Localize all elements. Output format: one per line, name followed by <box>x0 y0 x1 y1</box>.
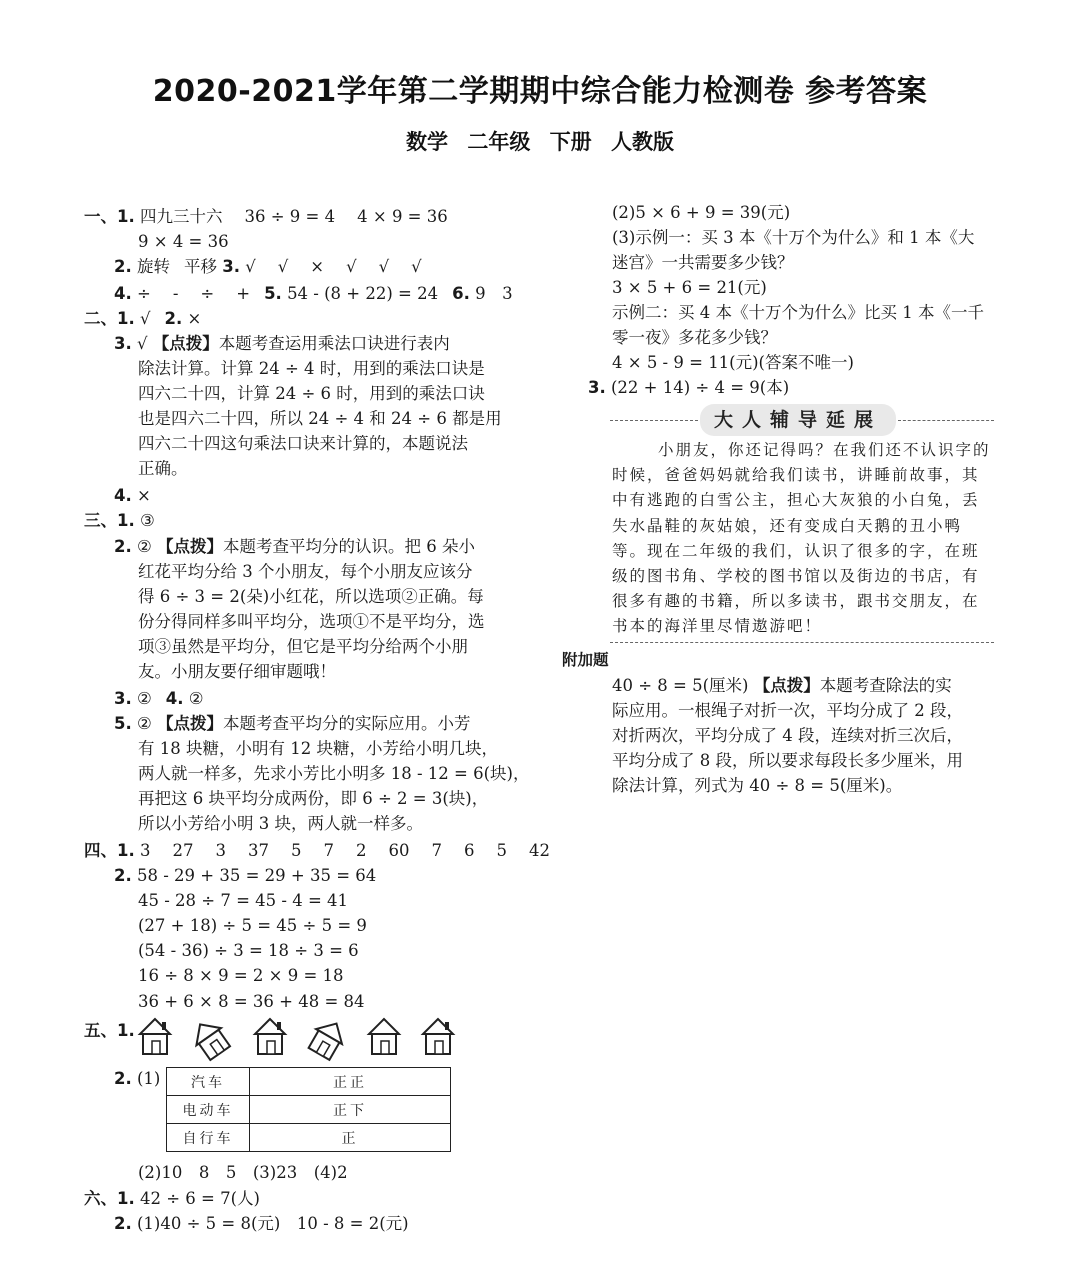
check-mark: √ <box>140 309 151 328</box>
q-num: 1. <box>117 207 135 226</box>
equation: 4 × 9 = 36 <box>357 207 448 226</box>
q-num: 2. <box>114 537 132 556</box>
house-upright-icon <box>252 1016 288 1058</box>
equation: (54 - 36) ÷ 3 = 18 ÷ 3 = 6 <box>138 941 359 960</box>
explanation-line: 际应用。一根绳子对折一次，平均分成了 2 段， <box>612 701 963 720</box>
hint-tag: 【点拨】 <box>152 334 219 353</box>
explanation-line: 红花平均分给 3 个小朋友，每个小朋友应该分 <box>138 562 473 581</box>
explanation-line: 四六二十四，计算 24 ÷ 6 时，用到的乘法口诀 <box>138 384 485 403</box>
page-subtitle <box>0 126 1080 156</box>
explanation-line: 也是四六二十四，所以 24 ÷ 4 和 24 ÷ 6 都是用 <box>138 409 502 428</box>
value: 3 <box>215 841 226 860</box>
s1-q1 <box>84 204 448 229</box>
equation: 16 ÷ 8 × 9 = 2 × 9 = 18 <box>138 966 344 985</box>
explanation-line: 本题考查运用乘法口诀进行表内 <box>218 334 450 353</box>
check-mark: √ <box>137 334 148 353</box>
cross-mark: × <box>187 309 202 328</box>
section-1-mark: 一、 <box>84 207 117 226</box>
explanation-line: 正确。 <box>138 459 188 478</box>
value: 3 <box>140 841 151 860</box>
bonus-first-line <box>612 673 952 698</box>
value: 60 <box>388 841 410 860</box>
s3-q1 <box>84 508 155 533</box>
s3-q5 <box>114 711 471 736</box>
answer-text: (2)10 8 5 (3)23 (4)2 <box>138 1163 348 1182</box>
q-num: 2. <box>114 866 132 885</box>
answer-text: 旋转 <box>137 257 170 276</box>
cross-mark: × <box>310 257 325 276</box>
equation: 36 + 6 × 8 = 36 + 48 = 84 <box>138 992 365 1011</box>
q-num: 1. <box>117 309 135 328</box>
equation: (22 + 14) ÷ 4 = 9(本) <box>611 378 790 397</box>
house-upright-icon <box>366 1016 402 1058</box>
paragraph-text: 小朋友，你还记得吗？在我们还不认识字的时候，爸爸妈妈就给我们读书，讲睡前故事，其中有逃跑的白雪公主，担心大灰狼的小白兔，丢失水晶鞋的灰姑娘，还有变成白天鹅的丑小鸭等。现在二年级的我们，认识了很多的字，在班级的图书角、学校的图书馆以及街边的书店，有很多有趣的书籍，所以多读书，跟书交朋友，在书本的海洋里尽情遨游吧！ <box>612 441 991 636</box>
q-num: 1. <box>117 841 135 860</box>
answer-text: ② <box>188 689 204 708</box>
subject: 数学 <box>406 130 449 154</box>
explanation-line: 有 18 块糖，小明有 12 块糖，小芳给小明几块， <box>138 739 498 758</box>
s1-q4-q6 <box>114 281 513 306</box>
table-cell-label: 汽车 <box>167 1068 250 1096</box>
explanation-line: 除法计算。计算 24 ÷ 4 时，用到的乘法口诀是 <box>138 359 485 378</box>
q-num: 1. <box>117 1189 135 1208</box>
explanation-line: 得 6 ÷ 3 = 2(朵)小红花，所以选项②正确。每 <box>138 587 484 606</box>
section-banner: 大人辅导延展 <box>700 404 896 436</box>
table-row <box>167 1124 451 1152</box>
explanation-line: 份分得同样多叫平均分，选项①不是平均分，选 <box>138 612 485 631</box>
s6-q2 <box>114 1211 409 1236</box>
hint-tag: 【点拨】 <box>753 676 820 695</box>
value: 37 <box>248 841 269 860</box>
section-6-mark: 六、 <box>84 1189 117 1208</box>
explanation-line: 再把这 6 块平均分成两份，即 6 ÷ 2 = 3(块)， <box>138 789 489 808</box>
explanation-line: 两人就一样多，先求小芳比小明多 18 - 12 = 6(块)， <box>138 764 530 783</box>
answer-line: 零一夜》多花多少钱？ <box>612 328 777 347</box>
s4-q1 <box>84 838 550 863</box>
q-num: 1. <box>117 1021 135 1040</box>
explanation-line: 所以小芳给小明 3 块，两人就一样多。 <box>138 814 423 833</box>
answer-text: ③ <box>140 511 155 530</box>
explanation-line: 平均分成了 8 段，所以要求每段长多少厘米，用 <box>612 751 963 770</box>
house-tilted-right-icon <box>302 1016 352 1062</box>
answer-line: (2)5 × 6 + 9 = 39(元) <box>612 203 791 222</box>
grade: 二年级 <box>467 130 531 154</box>
s2-q1-q2 <box>84 306 201 331</box>
answer-text: 平移 <box>184 257 217 276</box>
equation: 45 - 28 ÷ 7 = 45 - 4 = 41 <box>138 891 349 910</box>
check-mark: √ <box>378 257 390 276</box>
answer-text: ② <box>137 689 152 708</box>
banner-dash-right <box>898 420 994 421</box>
equation: 9 × 4 = 36 <box>138 232 229 251</box>
divider <box>610 642 994 643</box>
q-num: 4. <box>114 486 132 505</box>
answer-line: 4 × 5 - 9 = 11(元)(答案不唯一) <box>612 353 854 372</box>
s2-q3 <box>114 331 450 356</box>
hint-tag: 【点拨】 <box>157 714 224 733</box>
house-upright-icon <box>420 1016 456 1058</box>
tally-table <box>166 1067 451 1152</box>
s2-q4 <box>114 483 151 508</box>
q-num: 3. <box>222 257 240 276</box>
value: 5 <box>291 841 302 860</box>
value: 6 <box>464 841 475 860</box>
q-num: 2. <box>114 257 132 276</box>
answer-line: 3 × 5 + 6 = 21(元) <box>612 278 767 297</box>
s6-q1 <box>84 1186 260 1211</box>
q-num: 1. <box>117 511 135 530</box>
table-cell-label: 电动车 <box>167 1096 250 1124</box>
s3-q3-q4 <box>114 686 204 711</box>
value: 5 <box>496 841 507 860</box>
table-row <box>167 1096 451 1124</box>
explanation-line: 项③虽然是平均分，但它是平均分给两个小朋 <box>138 637 468 656</box>
answer-line: 示例二：买 4 本《十万个为什么》比买 1 本《一千 <box>612 303 984 322</box>
q-num: 3. <box>114 334 132 353</box>
check-mark: √ <box>411 257 422 276</box>
explanation-line: 友。小朋友要仔细审题哦！ <box>138 662 336 681</box>
q-num: 3. <box>114 689 132 708</box>
q-num: 4. <box>114 284 132 303</box>
value: 7 <box>431 841 442 860</box>
answer-line: (3)示例一：买 3 本《十万个为什么》和 1 本《大 <box>612 228 975 247</box>
q-num: 2. <box>114 1214 132 1233</box>
explanation-line: 本题考查平均分的认识。把 6 朵小 <box>223 537 476 556</box>
value: 2 <box>356 841 367 860</box>
equation: 36 ÷ 9 = 4 <box>244 207 336 226</box>
answer-text: ② <box>137 537 152 556</box>
house-upright-icon <box>137 1016 173 1058</box>
page-title: 2020-2021学年第二学期期中综合能力检测卷 参考答案 <box>152 74 928 109</box>
hint-tag: 【点拨】 <box>157 537 224 556</box>
volume: 下册 <box>549 130 592 154</box>
explanation-line: 对折两次，平均分成了 4 段，连续对折三次后， <box>612 726 963 745</box>
cross-mark: × <box>137 486 151 505</box>
operator: ÷ <box>200 284 215 303</box>
q-num: 4. <box>165 689 184 708</box>
answer-text: 9 3 <box>475 284 513 303</box>
operator: ÷ <box>137 284 151 303</box>
table-cell-tally: 正下 <box>250 1096 451 1124</box>
q-num: 2. <box>114 1069 132 1088</box>
answer-line: 迷宫》一共需要多少钱？ <box>612 253 794 272</box>
q-num: 5. <box>114 714 132 733</box>
section-3-mark: 三、 <box>84 511 117 530</box>
table-cell-tally: 正正 <box>250 1068 451 1096</box>
explanation-line: 本题考查平均分的实际应用。小芳 <box>223 714 471 733</box>
operator: + <box>236 284 251 303</box>
q-num: 2. <box>164 309 183 328</box>
section-5-mark: 五、 <box>84 1021 117 1040</box>
check-mark: √ <box>245 257 256 276</box>
s3-q2 <box>114 534 475 559</box>
q-num: 3. <box>588 378 606 397</box>
guidance-paragraph <box>612 438 992 640</box>
banner-dash-left <box>610 420 698 421</box>
explanation-line: 本题考查除法的实 <box>819 676 952 695</box>
answer-text: 四九三十六 <box>140 207 223 226</box>
q-num: 5. <box>264 284 282 303</box>
value: 42 <box>529 841 550 860</box>
table-cell-tally: 正 <box>250 1124 451 1152</box>
q-num: 6. <box>452 284 470 303</box>
s1-q2-q3 <box>114 254 422 279</box>
equation: 54 - (8 + 22) = 24 <box>287 284 439 303</box>
explanation-line: 除法计算，列式为 40 ÷ 8 = 5(厘米)。 <box>612 776 903 795</box>
edition: 人教版 <box>610 130 674 154</box>
bonus-heading: 附加题 <box>562 651 609 669</box>
equation: 58 - 29 + 35 = 29 + 35 = 64 <box>137 866 377 885</box>
s5-q1 <box>84 1018 135 1043</box>
equation: (1)40 ÷ 5 = 8(元) 10 - 8 = 2(元) <box>137 1214 409 1233</box>
check-mark: √ <box>346 257 357 276</box>
house-tilted-left-icon <box>186 1016 236 1062</box>
answer-text: ② <box>137 714 152 733</box>
equation: 40 ÷ 8 = 5(厘米) <box>612 676 749 695</box>
r-q3 <box>588 375 789 400</box>
table-row <box>167 1068 451 1096</box>
section-2-mark: 二、 <box>84 309 117 328</box>
section-4-mark: 四、 <box>84 841 117 860</box>
sub-question: (1) <box>137 1069 161 1088</box>
check-mark: √ <box>277 257 289 276</box>
explanation-line: 四六二十四这句乘法口诀来计算的，本题说法 <box>138 434 468 453</box>
s5-q2 <box>114 1066 160 1091</box>
equation: (27 + 18) ÷ 5 = 45 ÷ 5 = 9 <box>138 916 367 935</box>
value: 7 <box>323 841 334 860</box>
table-cell-label: 自行车 <box>167 1124 250 1152</box>
operator: - <box>172 284 179 303</box>
value: 27 <box>172 841 194 860</box>
s4-q2 <box>114 863 376 888</box>
equation: 42 ÷ 6 = 7(人) <box>140 1189 260 1208</box>
